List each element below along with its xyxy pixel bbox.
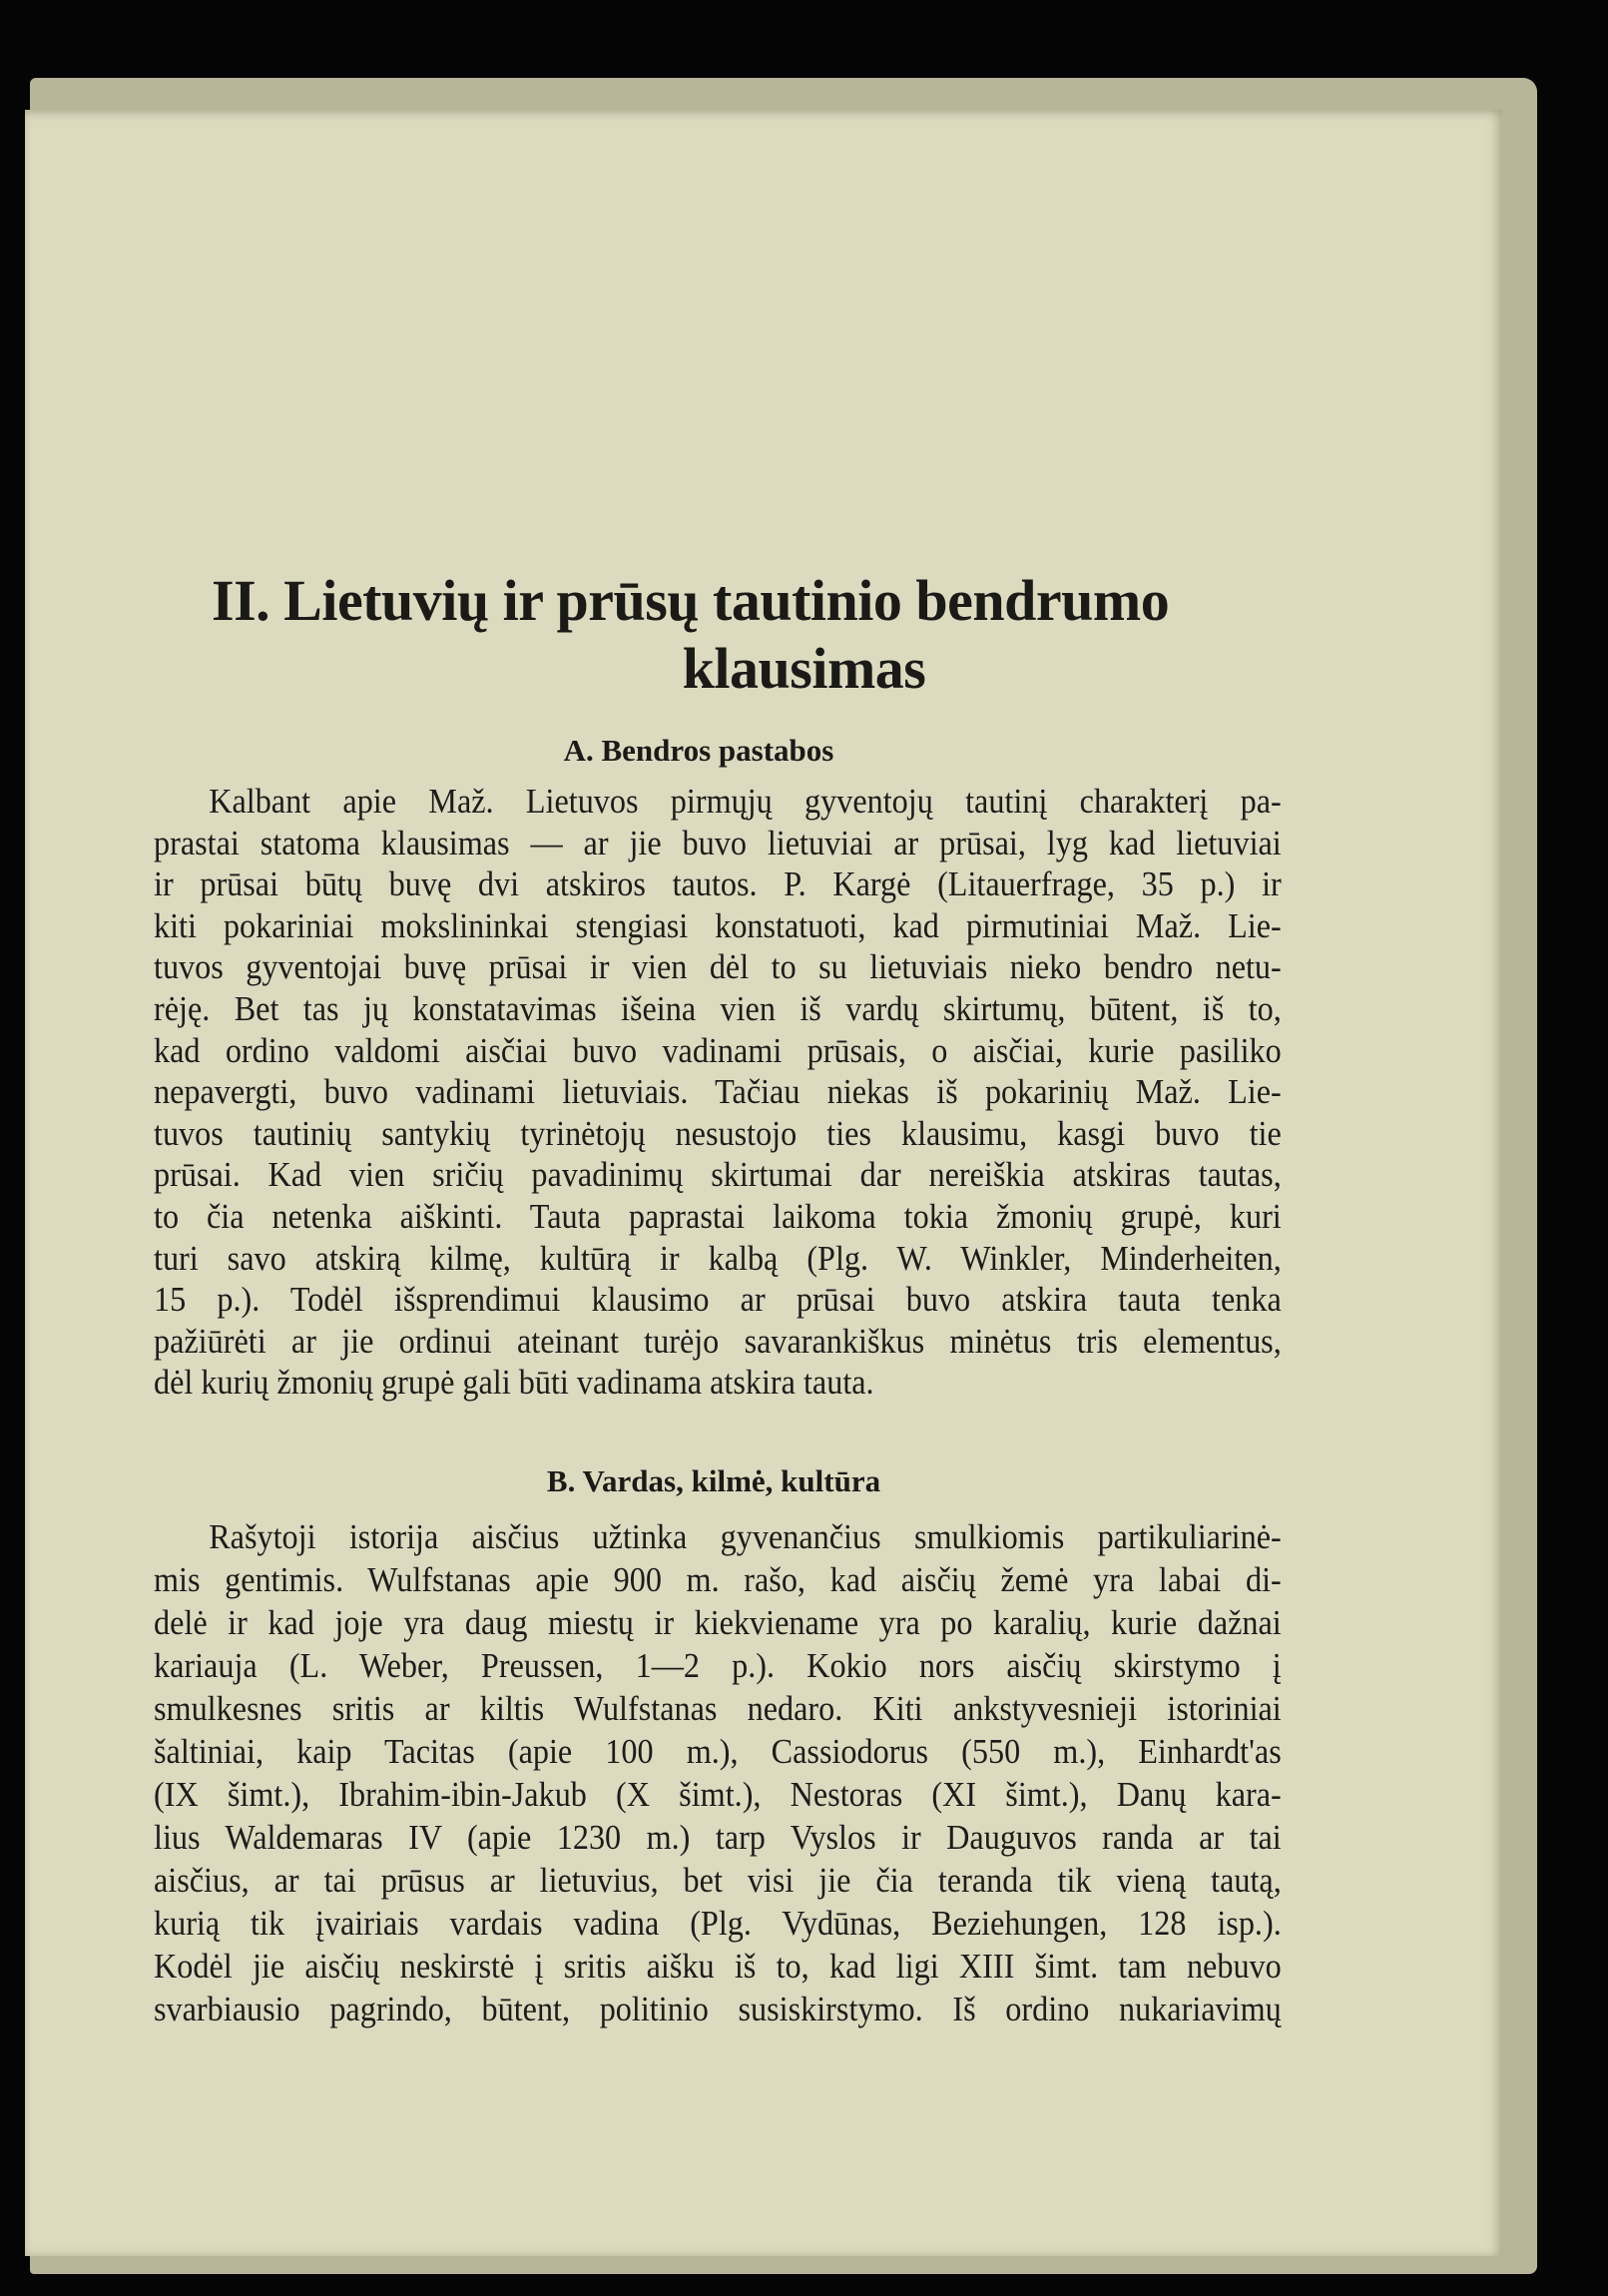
- text-line: kurią tik įvairiais vardais vadina (Plg. Vydūnas, Beziehungen, 128 isp.).: [154, 1904, 1282, 1943]
- text-line: smulkesnes sritis ar kiltis Wulfstanas nedaro. Kiti ankstyvesnieji istoriniai: [154, 1689, 1282, 1728]
- section-a-paragraph: [154, 781, 1282, 1404]
- text-line: tuvos gyventojai buvę prūsai ir vien dėl to su lietuviais nieko bendro netu-: [154, 947, 1282, 987]
- text-line: rėję. Bet tas jų konstatavimas išeina vien iš vardų skirtumų, būtent, iš to,: [154, 988, 1282, 1028]
- text-line: prastai statoma klausimas — ar jie buvo lietuviai ar prūsai, lyg kad lietuviai: [154, 823, 1282, 862]
- section-b-heading: B. Vardas, kilmė, kultūra: [546, 1463, 881, 1498]
- text-line: kad ordino valdomi aisčiai buvo vadinami prūsais, o aisčiai, kurie pasiliko: [154, 1030, 1282, 1070]
- text-line: prūsai. Kad vien sričių pavadinimų skirtumai dar nereiškia atskiras tautas,: [154, 1155, 1282, 1195]
- text-line: kariauja (L. Weber, Preussen, 1—2 p.). Kokio nors aisčių skirstymo į: [154, 1646, 1282, 1685]
- text-line: kiti pokariniai mokslininkai stengiasi konstatuoti, kad pirmutiniai Maž. Lie-: [154, 905, 1282, 945]
- text-line: turi savo atskirą kilmę, kultūrą ir kalbą (Plg. W. Winkler, Minderheiten,: [154, 1238, 1282, 1278]
- text-line: ir prūsai būtų buvę dvi atskiros tautos. P. Kargė (Litauerfrage, 35 p.) ir: [154, 864, 1282, 904]
- chapter-title-line-1: II. Lietuvių ir prūsų tautinio bendrumo: [212, 568, 1170, 633]
- text-line: pažiūrėti ar jie ordinui ateinant turėjo savarankiškus minėtus tris elementus,: [154, 1321, 1282, 1361]
- text-line: šaltiniai, kaip Tacitas (apie 100 m.), Cassiodorus (550 m.), Einhardt'as: [154, 1732, 1282, 1771]
- text-line: dėl kurių žmonių grupė gali būti vadinama atskira tauta.: [154, 1363, 874, 1403]
- text-line: aisčius, ar tai prūsus ar lietuvius, bet visi jie čia teranda tik vieną tautą,: [154, 1861, 1282, 1900]
- text-line: svarbiausio pagrindo, būtent, politinio susiskirstymo. Iš ordino nukariavimų: [154, 1990, 1282, 2028]
- text-line: 15 p.). Todėl išsprendimui klausimo ar prūsai buvo atskira tauta tenka: [154, 1280, 1282, 1320]
- text-line: mis gentimis. Wulfstanas apie 900 m. rašo, kad aisčių žemė yra labai di-: [154, 1560, 1282, 1599]
- text-line: to čia netenka aiškinti. Tauta paprastai laikoma tokia žmonių grupė, kuri: [154, 1196, 1282, 1236]
- text-line: Kalbant apie Maž. Lietuvos pirmųjų gyventojų tautinį charakterį pa-: [209, 782, 1282, 821]
- text-line: Rašytoji istorija aisčius užtinka gyvenančius smulkiomis partikuliarinė-: [209, 1517, 1282, 1556]
- text-line: (IX šimt.), Ibrahim-ibin-Jakub (X šimt.), Nestoras (XI šimt.), Danų kara-: [154, 1775, 1282, 1814]
- text-line: nepavergti, buvo vadinami lietuviais. Tačiau niekas iš pokarinių Maž. Lie-: [154, 1072, 1282, 1112]
- text-line: Kodėl jie aisčių neskirstė į sritis aišku iš to, kad ligi XIII šimt. tam nebuvo: [154, 1947, 1282, 1986]
- section-b-paragraph: [154, 1515, 1282, 2030]
- chapter-title-line-2: klausimas: [682, 636, 926, 701]
- text-line: delė ir kad joje yra daug miestų ir kiekviename yra po karalių, kurie dažnai: [154, 1603, 1282, 1642]
- text-line: lius Waldemaras IV (apie 1230 m.) tarp Vyslos ir Dauguvos randa ar tai: [154, 1818, 1282, 1857]
- text-line: tuvos tautinių santykių tyrinėtojų nesustojo ties klausimu, kasgi buvo tie: [154, 1113, 1282, 1153]
- section-a-heading: A. Bendros pastabos: [563, 733, 834, 768]
